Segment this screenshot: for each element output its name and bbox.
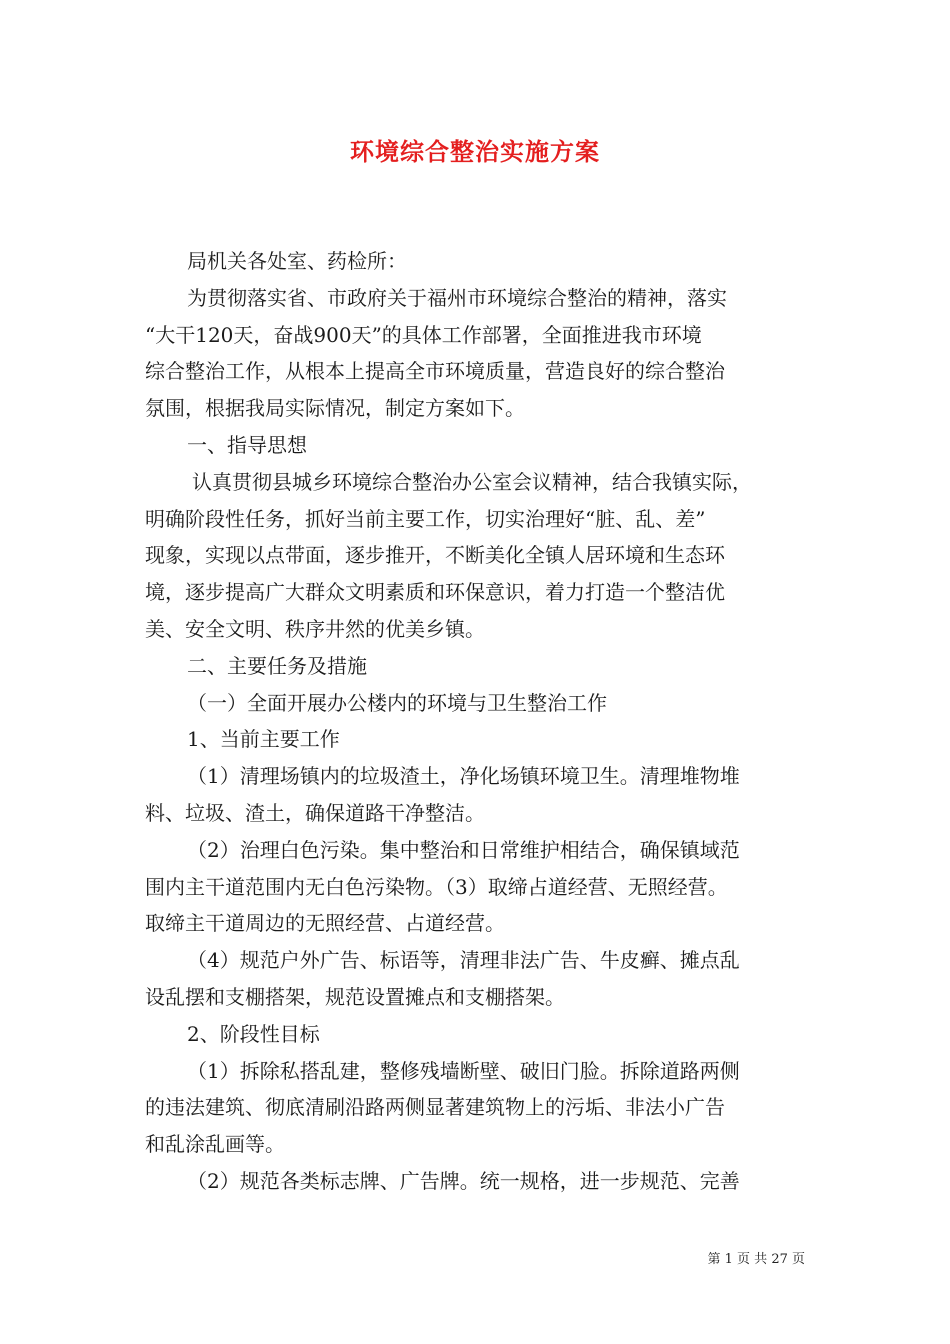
paragraph-line: （4）规范户外广告、标语等，清理非法广告、牛皮癣、摊点乱	[187, 948, 740, 973]
paragraph-line: 和乱涂乱画等。	[145, 1132, 285, 1157]
paragraph-line: 明确阶段性任务，抓好当前主要工作，切实治理好“脏、乱、差”	[145, 506, 706, 531]
paragraph-line: “大干120天，奋战900天”的具体工作部署，全面推进我市环境	[145, 322, 702, 347]
paragraph-line: 认真贯彻县城乡环境综合整治办公室会议精神，结合我镇实际，	[192, 469, 752, 494]
paragraph-line: 取缔主干道周边的无照经营、占道经营。	[145, 911, 505, 936]
paragraph-line: 境，逐步提高广大群众文明素质和环保意识，着力打造一个整洁优	[145, 580, 725, 605]
section-heading: 二、主要任务及措施	[187, 653, 367, 678]
paragraph-line: 料、垃圾、渣土，确保道路干净整洁。	[145, 800, 485, 825]
paragraph-line: （1）拆除私搭乱建，整修残墙断壁、破旧门脸。拆除道路两侧	[187, 1058, 740, 1083]
subsection-heading: 2、阶段性目标	[187, 1021, 320, 1046]
paragraph-line: （2）治理白色污染。集中整治和日常维护相结合，确保镇域范	[187, 837, 740, 862]
paragraph-line: 围内主干道范围内无白色污染物。（3）取缔占道经营、无照经营。	[145, 874, 728, 899]
paragraph-line: （1）清理场镇内的垃圾渣土，净化场镇环境卫生。清理堆物堆	[187, 764, 740, 789]
salutation: 局机关各处室、药检所：	[187, 249, 407, 273]
paragraph-line: 美、安全文明、秩序井然的优美乡镇。	[145, 616, 485, 641]
document-body	[145, 243, 825, 1200]
document-title: 环境综合整治实施方案	[350, 137, 600, 166]
paragraph-line: 的违法建筑、彻底清刷沿路两侧显著建筑物上的污垢、非法小广告	[145, 1095, 725, 1120]
paragraph-line: 现象，实现以点带面，逐步推开，不断美化全镇人居环境和生态环	[145, 543, 725, 568]
paragraph-line: 氛围，根据我局实际情况，制定方案如下。	[145, 396, 525, 421]
page-number: 第 1 页 共 27 页	[707, 1252, 805, 1267]
paragraph-line: 综合整治工作，从根本上提高全市环境质量，营造良好的综合整治	[145, 359, 725, 384]
subsection-heading: 1、当前主要工作	[187, 727, 340, 752]
paragraph-line: （2）规范各类标志牌、广告牌。统一规格，进一步规范、完善	[187, 1168, 740, 1193]
section-heading: 一、指导思想	[187, 432, 307, 457]
paragraph-line: 设乱摆和支棚搭架，规范设置摊点和支棚搭架。	[145, 984, 565, 1009]
subsection-heading: （一）全面开展办公楼内的环境与卫生整治工作	[187, 690, 607, 715]
paragraph-line: 为贯彻落实省、市政府关于福州市环境综合整治的精神，落实	[187, 285, 727, 310]
